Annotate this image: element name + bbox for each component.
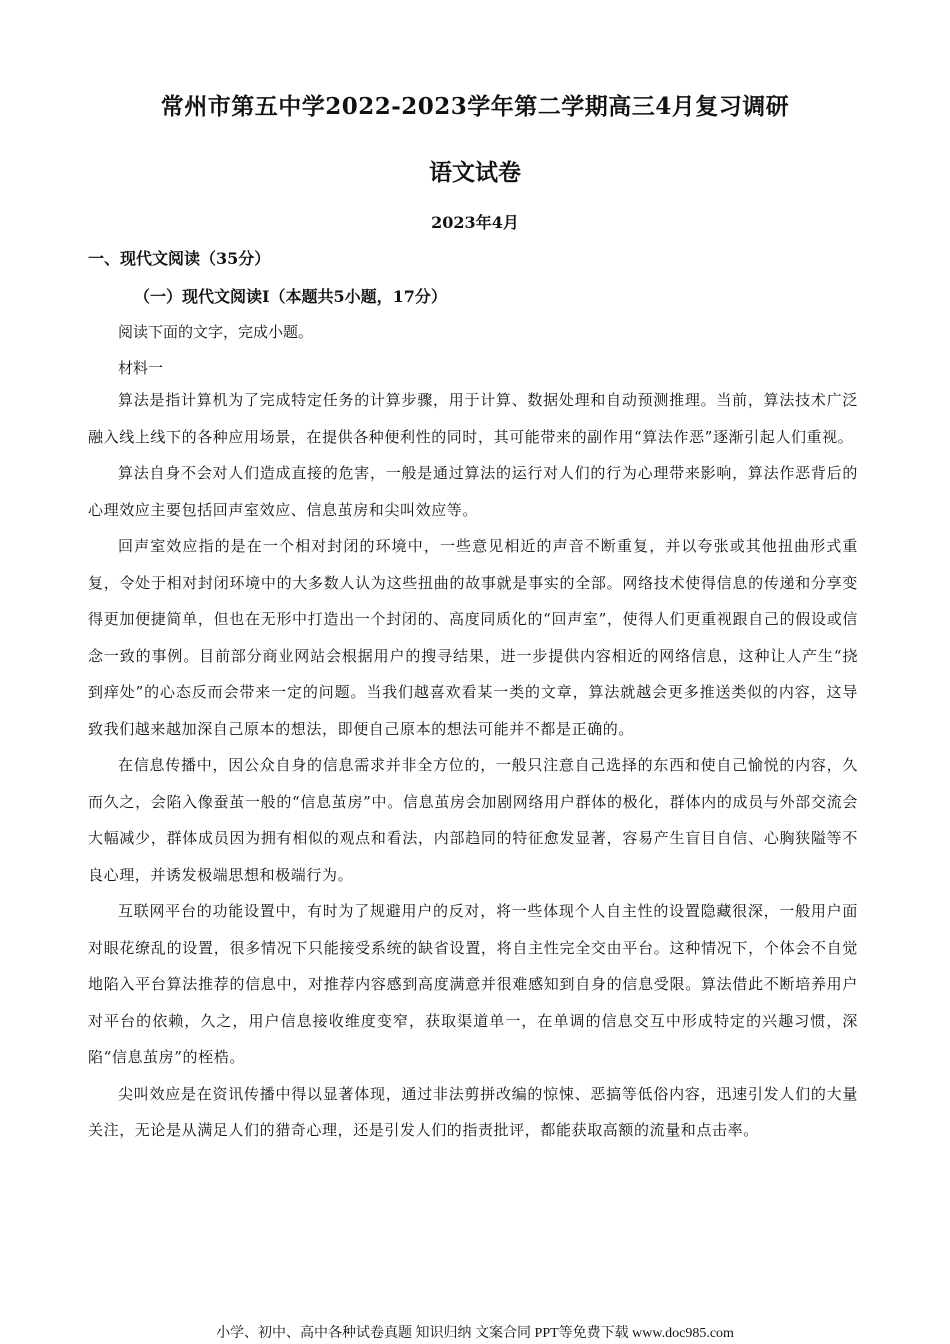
material-label: 材料一 xyxy=(118,359,164,377)
paragraph: 算法是指计算机为了完成特定任务的计算步骤，用于计算、数据处理和自动预测推理。当前，算法技术广泛融入线上线下的各种应用场景，在提供各种便利性的同时，其可能带来的副作用“算法作恶”逐渐引起人们重视。 xyxy=(88,391,858,446)
paragraph: 尖叫效应是在资讯传播中得以显著体现，通过非法剪拼改编的惊悚、恶搞等低俗内容，迅速引发人们的大量关注，无论是从满足人们的猎奇心理，还是引发人们的指责批评，都能获取高额的流量和点击率。 xyxy=(88,1084,858,1139)
exam-date: 2023年4月 xyxy=(431,213,519,232)
paragraph: 在信息传播中，因公众自身的信息需求并非全方位的，一般只注意自己选择的东西和使自己愉悦的内容，久而久之，会陷入像蚕茧一般的“信息茧房”中。信息茧房会加剧网络用户群体的极化，群体内的成员与外部交流会大幅减少，群体成员因为拥有相似的观点和看法，内部趋同的特征愈发显著，容易产生盲目自信、心胸狭隘等不良心理，并诱发极端思想和极端行为。 xyxy=(88,756,858,884)
material-body xyxy=(88,382,858,1149)
paragraph: 回声室效应指的是在一个相对封闭的环境中，一些意见相近的声音不断重复，并以夸张或其他扭曲形式重复，令处于相对封闭环境中的大多数人认为这些扭曲的故事就是事实的全部。网络技术使得信息的传递和分享变得更加便捷简单，但也在无形中打造出一个封闭的、高度同质化的“回声室”，使得人们更重视跟自己的假设或信念一致的事例。目前部分商业网站会根据用户的搜寻结果，进一步提供内容相近的网络信息，这种让人产生“挠到痒处”的心态反而会带来一定的问题。当我们越喜欢看某一类的文章，算法就越会更多推送类似的内容，这导致我们越来越加深自己原本的想法，即便自己原本的想法可能并不都是正确的。 xyxy=(88,537,858,738)
exam-subtitle: 语文试卷 xyxy=(429,159,521,186)
section-heading-part1: 一、现代文阅读（35分） xyxy=(88,249,271,268)
exam-title: 常州市第五中学2022-2023学年第二学期高三4月复习调研 xyxy=(160,93,790,120)
paragraph: 算法自身不会对人们造成直接的危害，一般是通过算法的运行对人们的行为心理带来影响，算法作恶背后的心理效应主要包括回声室效应、信息茧房和尖叫效应等。 xyxy=(88,464,858,519)
page-footer: 小学、初中、高中各种试卷真题 知识归纳 文案合同 PPT等免费下载 www.doc985.com xyxy=(216,1326,734,1341)
section-heading-part1-sub1: （一）现代文阅读Ⅰ（本题共5小题，17分） xyxy=(134,287,447,306)
paragraph: 互联网平台的功能设置中，有时为了规避用户的反对，将一些体现个人自主性的设置隐藏很深，一般用户面对眼花缭乱的设置，很多情况下只能接受系统的缺省设置，将自主性完全交由平台。这种情况下，个体会不自觉地陷入平台算法推荐的信息中，对推荐内容感到高度满意并很难感知到自身的信息受限。算法借此不断培养用户对平台的依赖，久之，用户信息接收维度变窄，获取渠道单一，在单调的信息交互中形成特定的兴趣习惯，深陷“信息茧房”的桎梏。 xyxy=(88,902,858,1066)
reading-instructions: 阅读下面的文字，完成小题。 xyxy=(118,323,314,341)
